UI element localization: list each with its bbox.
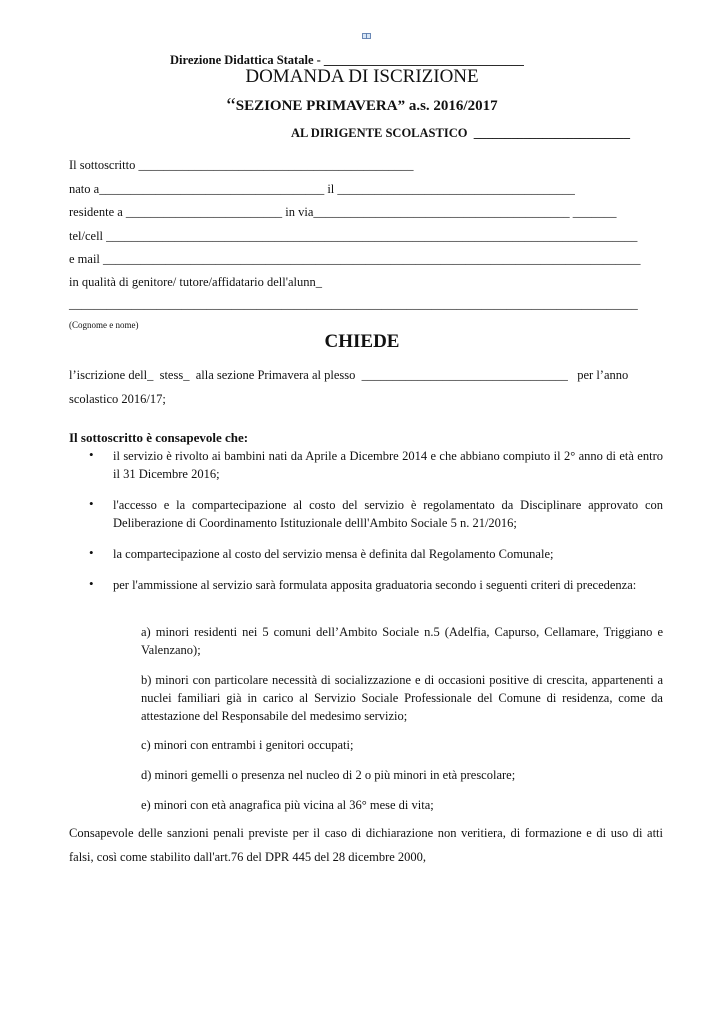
bullet-marker: • — [89, 447, 94, 462]
bullet-marker: • — [89, 545, 94, 560]
criterion-c: c) minori con entrambi i genitori occupati; — [141, 738, 354, 752]
document-subtitle — [0, 91, 724, 116]
bullet-marker: • — [89, 576, 94, 591]
alunno-name-field[interactable]: ___________________________________________________________________________________________ — [69, 297, 638, 311]
subtitle-text: SEZIONE PRIMAVERA” a.s. 2016/2017 — [235, 98, 498, 114]
document-title: DOMANDA DI ISCRIZIONE — [245, 66, 479, 87]
bullet-marker: • — [89, 496, 94, 511]
request-line-1: l’iscrizione dell_ stess_ alla sezione Primavera al plesso _________________________________ per l’anno — [69, 368, 629, 382]
tel-field[interactable]: tel/cell _____________________________________________________________________________________ — [69, 229, 638, 243]
chiede-heading: CHIEDE — [324, 331, 400, 352]
criterion-b: b) minori con particolare necessità di socializzazione e di occasioni positive di crescita, appartenenti a nuclei familiari già in carico al Servizio Sociale Professionale del Comune di residenza, come da attestazione del Responsabile del medesimo servizio; — [141, 673, 663, 723]
cognome-nome-hint: (Cognome e nome) — [69, 320, 139, 330]
email-field[interactable]: e mail ______________________________________________________________________________________ — [69, 252, 641, 266]
bullet-item-4: per l'ammissione al servizio sarà formulata apposita graduatoria secondo i seguenti criteri di precedenza: — [113, 578, 637, 592]
criterion-a: a) minori residenti nei 5 comuni dell’Ambito Sociale n.5 (Adelfia, Capurso, Cellamare, Triggiano e Valenzano); — [141, 625, 663, 657]
emblem-icon — [362, 33, 371, 39]
nato-field[interactable]: nato a____________________________________ il ______________________________________ — [69, 182, 575, 196]
dirigente-line: AL DIRIGENTE SCOLASTICO _________________________ — [291, 126, 630, 140]
bullet-item-3: la compartecipazione al costo del servizio mensa è definita dal Regolamento Comunale; — [113, 547, 554, 561]
qualita-label: in qualità di genitore/ tutore/affidatario dell'alunn_ — [69, 275, 322, 289]
subtitle-open-quote: “ — [226, 93, 236, 117]
bullet-item-1: il servizio è rivolto ai bambini nati da Aprile a Dicembre 2014 e che abbiano compiuto il 2° anno di età entro il 31 Dicembre 2016; — [113, 449, 663, 481]
criterion-e: e) minori con età anagrafica più vicina al 36° mese di vita; — [141, 798, 434, 812]
sottoscritto-field[interactable]: Il sottoscritto ____________________________________________ — [69, 158, 414, 172]
direzione-line: Direzione Didattica Statale - ________________________________ — [170, 53, 524, 67]
residente-field[interactable]: residente a _________________________ in via_________________________________________ _______ — [69, 205, 617, 219]
request-line-2: scolastico 2016/17; — [69, 392, 166, 406]
closing-paragraph: Consapevole delle sanzioni penali previste per il caso di dichiarazione non veritiera, di formazione e di uso di atti falsi, così come stabilito dall'art.76 del DPR 445 del 28 dicembre 2000, — [69, 826, 663, 864]
consapevole-heading: Il sottoscritto è consapevole che: — [69, 430, 249, 445]
criterion-d: d) minori gemelli o presenza nel nucleo di 2 o più minori in età prescolare; — [141, 768, 516, 782]
bullet-item-2: l'accesso e la compartecipazione al costo del servizio è regolamentato da Disciplinare approvato con Deliberazione di Coordinamento Istituzionale delll'Ambito Sociale 5 n. 21/2016; — [113, 498, 663, 530]
